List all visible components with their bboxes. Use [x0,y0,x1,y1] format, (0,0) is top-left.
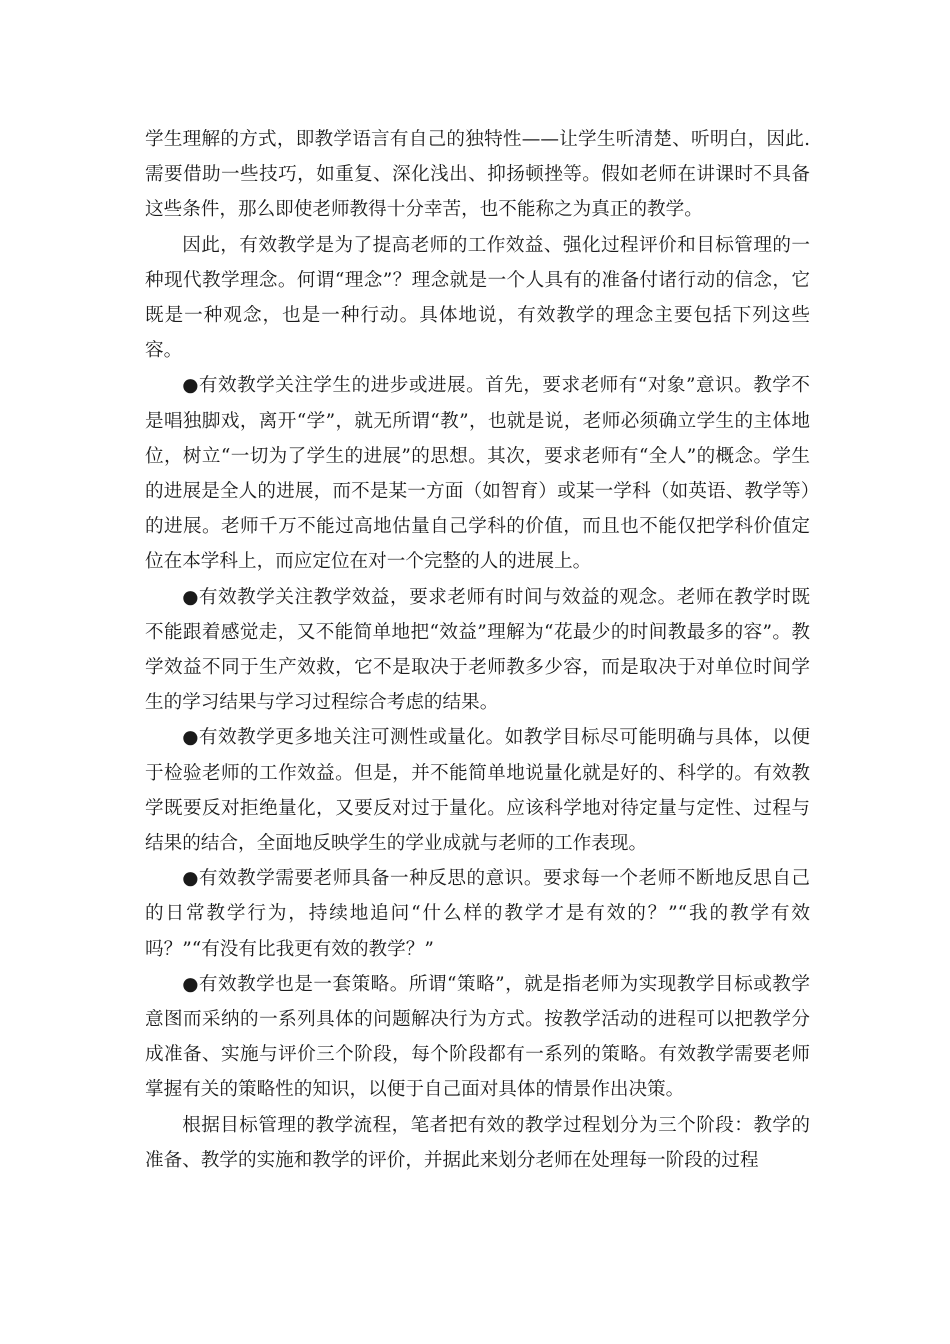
paragraph-bullet-teaching-efficiency: ●有效教学关注教学效益，要求老师有时间与效益的观念。老师在教学时既不能跟着感觉走，又不能简单地把“效益”理解为“花最少的时间教最多的容”。教学效益不同于生产效救，它不是取决于老师教多少容，而是取决于对单位时间学生的学习结果与学习过程综合考虑的结果。 [145,586,810,714]
paragraph-teaching-stages: 根据目标管理的教学流程，笔者把有效的教学过程划分为三个阶段：教学的准备、教学的实施和教学的评价，并据此来划分老师在处理每一阶段的过程 [145,1114,810,1171]
document-body [145,122,810,1178]
paragraph-continued: 学生理解的方式，即教学语言有自己的独特性——让学生听清楚、听明白，因此.需要借助一些技巧，如重复、深化浅出、抑扬顿挫等。假如老师在讲课时不具备这些条件，那么即使老师教得十分幸苦，也不能称之为真正的教学。 [145,129,810,221]
paragraph-bullet-reflection: ●有效教学需要老师具备一种反思的意识。要求每一个老师不断地反思自己的日常教学行为，持续地追问“什么样的教学才是有效的？”“我的教学有效吗？”“有没有比我更有效的教学？” [145,868,810,960]
paragraph-bullet-student-progress: ●有效教学关注学生的进步或进展。首先，要求老师有“对象”意识。教学不是唱独脚戏，离开“学”，就无所谓“教”，也就是说，老师必须确立学生的主体地位，树立“一切为了学生的进展”的思想。其次，要求老师有“全人”的概念。学生的进展是全人的进展，而不是某一方面（如智育）或某一学科（如英语、教学等）的进展。老师千万不能过高地估量自己学科的价值，而且也不能仅把学科价值定位在本学科上，而应定位在对一个完整的人的进展上。 [145,375,810,573]
paragraph-bullet-strategy: ●有效教学也是一套策略。所谓“策略”，就是指老师为实现教学目标或教学意图而采纳的一系列具体的问题解决行为方式。按教学活动的进程可以把教学分成准备、实施与评价三个阶段，每个阶段都有一系列的策略。有效教学需要老师掌握有关的策略性的知识，以便于自己面对具体的情景作出决策。 [145,973,810,1101]
paragraph-effective-teaching-concept: 因此，有效教学是为了提高老师的工作效益、强化过程评价和目标管理的一种现代教学理念。何谓“理念”？理念就是一个人具有的准备付诸行动的信念，它既是一种观念，也是一种行动。具体地说，有效教学的理念主要包括下列这些容。 [145,234,810,362]
paragraph-bullet-measurability: ●有效教学更多地关注可测性或量化。如教学目标尽可能明确与具体，以便于检验老师的工作效益。但是，并不能简单地说量化就是好的、科学的。有效教学既要反对拒绝量化，又要反对过于量化。应该科学地对待定量与定性、过程与结果的结合，全面地反映学生的学业成就与老师的工作表现。 [145,727,810,855]
